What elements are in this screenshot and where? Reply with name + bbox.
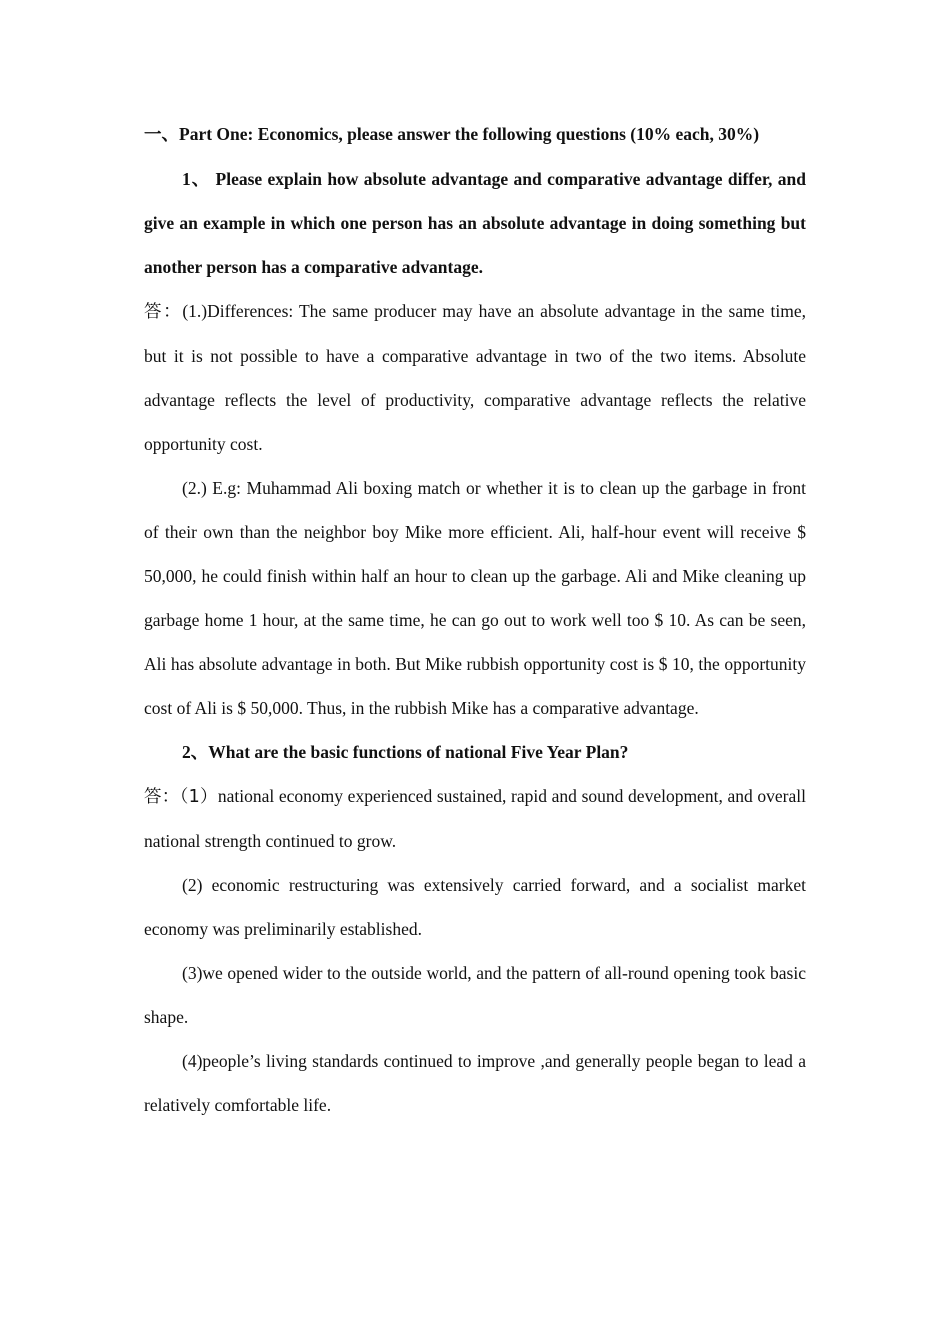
question-2-number: 2、 [182, 742, 209, 762]
answer-2-paragraph-2: (2) economic restructuring was extensively carried forward, and a socialist market economy was preliminarily established. [144, 875, 806, 939]
answer-2-text-1: national economy experienced sustained, rapid and sound development, and overall national strength continued to grow. [144, 786, 806, 851]
question-1 [144, 157, 806, 289]
answer-1-paragraph-1 [144, 289, 806, 466]
answer-2-paragraph-3: (3)we opened wider to the outside world, and the pattern of all-round opening took basic shape. [144, 963, 806, 1027]
answer-2-marker: （1） [179, 787, 218, 807]
question-1-number: 1、 [182, 169, 211, 189]
answer-2-paragraph-4: (4)people’s living standards continued to improve ,and generally people began to lead a relatively comfortable life. [144, 1051, 806, 1115]
question-2 [144, 730, 806, 774]
answer-2-paragraph-1 [144, 774, 806, 863]
part-heading [144, 112, 806, 157]
answer-1-paragraph-2: (2.) E.g: Muhammad Ali boxing match or whether it is to clean up the garbage in front of their own than the neighbor boy Mike more efficient. Ali, half-hour event will receive $ 50,000, he could finish within half an hour to clean up the garbage. Ali and Mike cleaning up garbage home 1 hour, at the same time, he can go out to work well too $ 10. As can be seen, Ali has absolute advantage in both. But Mike rubbish opportunity cost is $ 10, the opportunity cost of Ali is $ 50,000. Thus, in the rubbish Mike has a comparative advantage. [144, 478, 806, 718]
question-1-text: Please explain how absolute advantage and comparative advantage differ, and give an example in which one person has an absolute advantage in doing something but another person has a comparative advantage. [144, 169, 806, 277]
part-heading-marker: 一、 [144, 125, 179, 145]
question-2-text: What are the basic functions of national Five Year Plan? [208, 742, 629, 762]
answer-1-text-1: (1.)Differences: The same producer may have an absolute advantage in the same time, but it is not possible to have a comparative advantage in two of the two items. Absolute advantage reflects the level of productivity, comparative advantage reflects the relative opportunity cost. [144, 301, 806, 454]
document-page [144, 112, 806, 1127]
answer-2-label: 答： [144, 787, 180, 807]
answer-1-label: 答： [144, 302, 183, 322]
part-heading-text: Part One: Economics, please answer the following questions (10% each, 30%) [179, 124, 760, 144]
